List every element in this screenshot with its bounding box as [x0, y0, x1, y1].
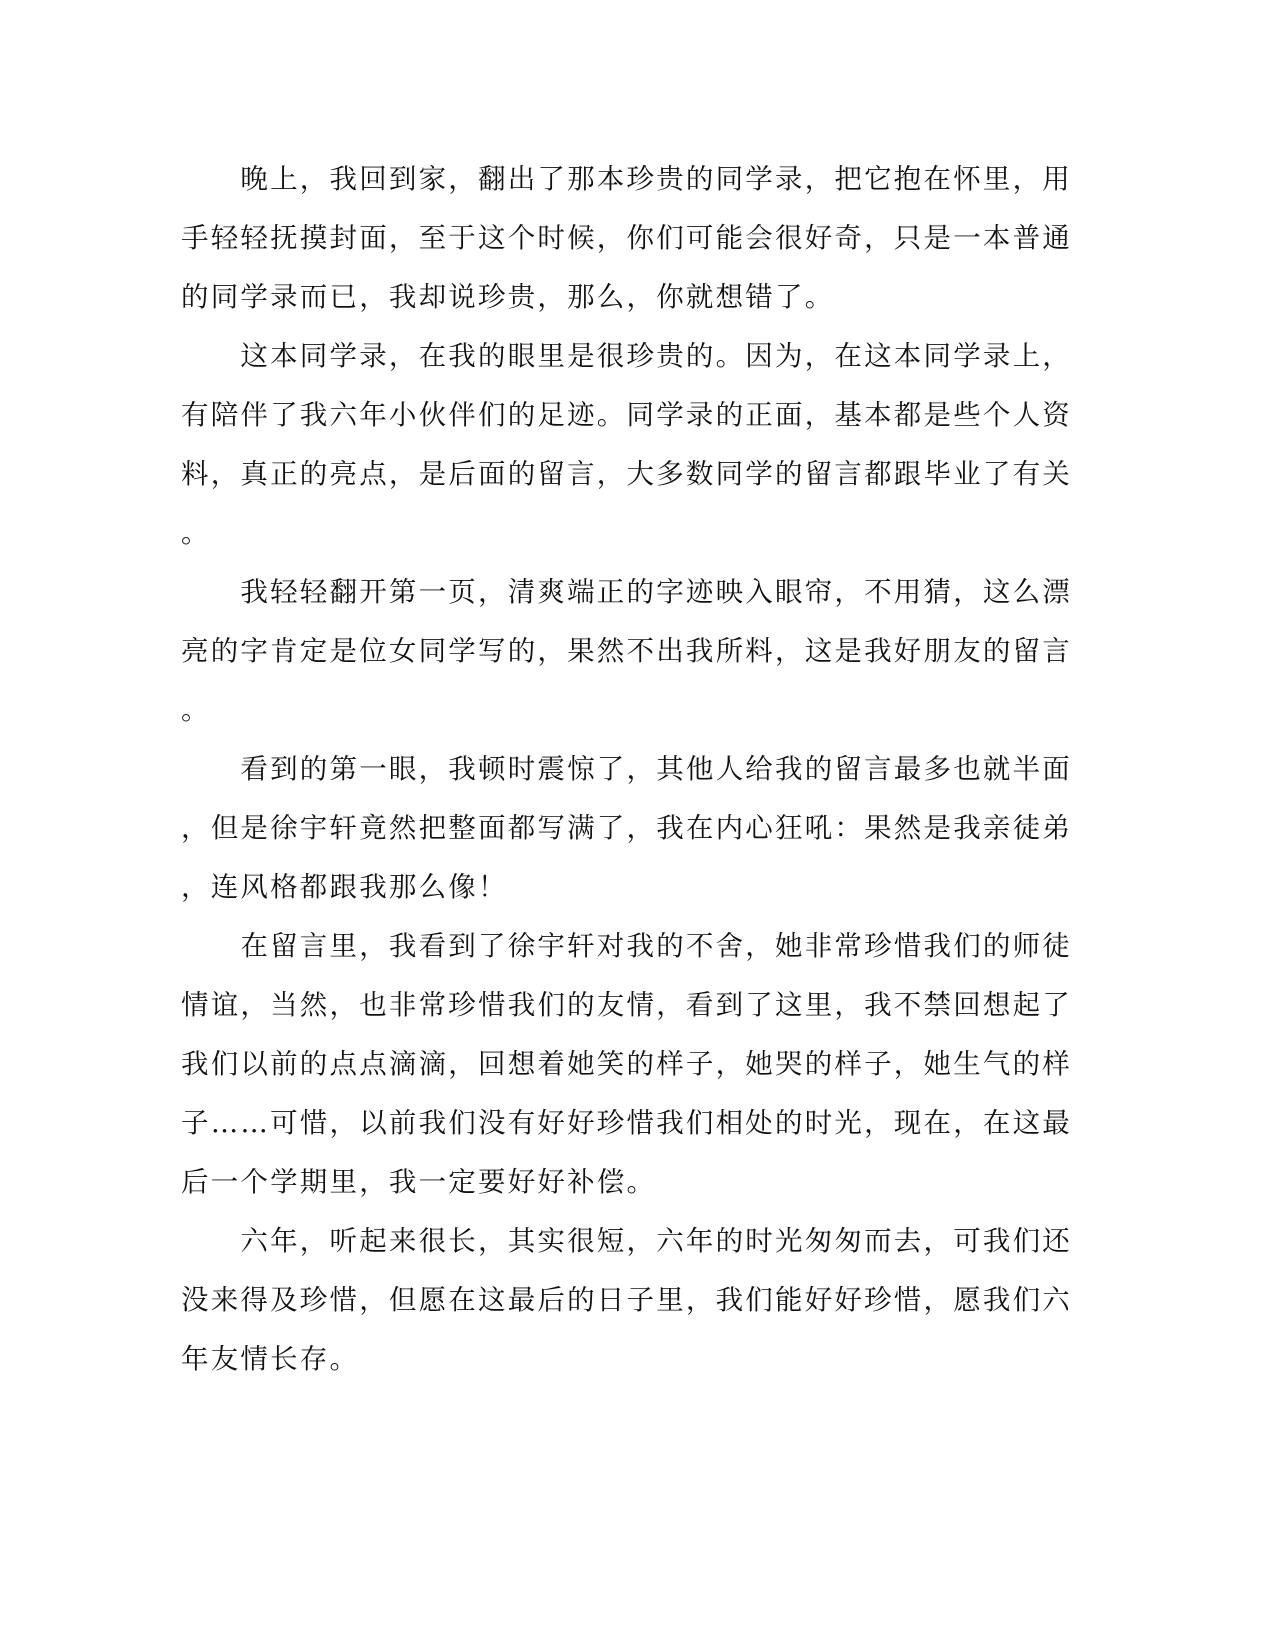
text-line: 有陪伴了我六年小伙伴们的足迹。同学录的正面，基本都是些个人资 — [181, 399, 1072, 431]
paragraph-4 — [181, 740, 1072, 917]
paragraph-5 — [181, 917, 1072, 1212]
text-line: 手轻轻抚摸封面，至于这个时候，你们可能会很好奇，只是一本普通 — [181, 222, 1072, 254]
document-body — [181, 150, 1072, 1389]
text-line: 子……可惜，以前我们没有好好珍惜我们相处的时光，现在，在这最 — [181, 1107, 1072, 1139]
text-line: 情谊，当然，也非常珍惜我们的友情，看到了这里，我不禁回想起了 — [181, 989, 1072, 1021]
text-line: 。 — [181, 517, 211, 549]
text-line: 我轻轻翻开第一页，清爽端正的字迹映入眼帘，不用猜，这么漂 — [181, 576, 1072, 608]
text-line: 我们以前的点点滴滴，回想着她笑的样子，她哭的样子，她生气的样 — [181, 1048, 1072, 1080]
text-line: 晚上，我回到家，翻出了那本珍贵的同学录，把它抱在怀里，用 — [181, 163, 1072, 195]
paragraph-3 — [181, 563, 1072, 740]
text-line: 六年，听起来很长，其实很短，六年的时光匆匆而去，可我们还 — [181, 1225, 1072, 1257]
text-line: 料，真正的亮点，是后面的留言，大多数同学的留言都跟毕业了有关 — [181, 458, 1072, 490]
text-line: 在留言里，我看到了徐宇轩对我的不舍，她非常珍惜我们的师徒 — [181, 930, 1072, 962]
text-line: 。 — [181, 694, 211, 726]
text-line: 看到的第一眼，我顿时震惊了，其他人给我的留言最多也就半面 — [181, 753, 1072, 785]
paragraph-6 — [181, 1212, 1072, 1389]
text-line: 年友情长存。 — [181, 1343, 360, 1375]
text-line: 这本同学录，在我的眼里是很珍贵的。因为，在这本同学录上， — [181, 340, 1072, 372]
text-line: ，连风格都跟我那么像！ — [181, 871, 508, 903]
text-line: 的同学录而已，我却说珍贵，那么，你就想错了。 — [181, 281, 835, 313]
text-line: 后一个学期里，我一定要好好补偿。 — [181, 1166, 657, 1198]
paragraph-2 — [181, 327, 1072, 563]
paragraph-1 — [181, 150, 1072, 327]
text-line: 亮的字肯定是位女同学写的，果然不出我所料，这是我好朋友的留言 — [181, 635, 1072, 667]
text-line: 没来得及珍惜，但愿在这最后的日子里，我们能好好珍惜，愿我们六 — [181, 1284, 1072, 1316]
text-line: ，但是徐宇轩竟然把整面都写满了，我在内心狂吼：果然是我亲徒弟 — [181, 812, 1072, 844]
